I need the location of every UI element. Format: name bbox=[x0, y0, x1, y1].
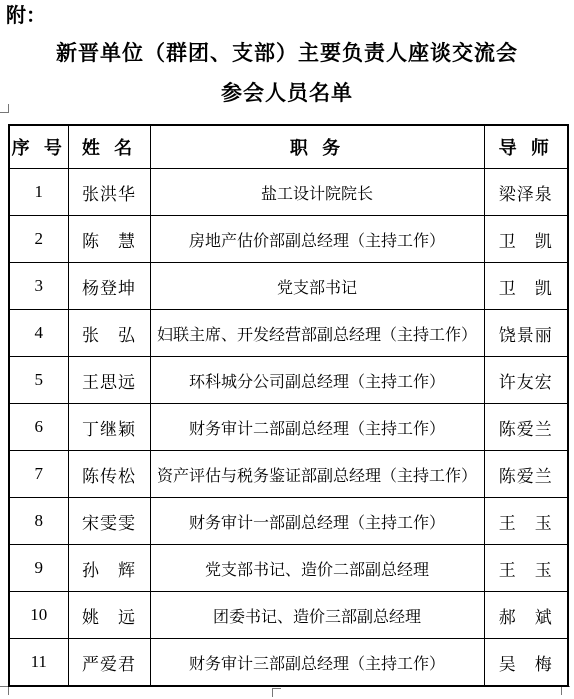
document-title: 新晋单位（群团、支部）主要负责人座谈交流会 bbox=[56, 41, 518, 65]
table-row bbox=[9, 498, 568, 545]
crop-mark bbox=[561, 686, 570, 695]
cell-mentor: 许友宏 bbox=[484, 357, 568, 404]
cell-name: 孙 辉 bbox=[68, 545, 150, 592]
cell-name: 姚 远 bbox=[68, 592, 150, 639]
cell-name: 杨登坤 bbox=[68, 263, 150, 310]
cell-position: 党支部书记、造价二部副总经理 bbox=[150, 545, 484, 592]
cell-position: 党支部书记 bbox=[150, 263, 484, 310]
cell-position: 房地产估价部副总经理（主持工作） bbox=[150, 216, 484, 263]
cell-mentor: 饶景丽 bbox=[484, 310, 568, 357]
cell-position: 妇联主席、开发经营部副总经理（主持工作） bbox=[150, 310, 484, 357]
cell-name: 陈传松 bbox=[68, 451, 150, 498]
cell-number: 2 bbox=[9, 216, 68, 263]
cell-mentor: 王 玉 bbox=[484, 545, 568, 592]
cell-mentor: 卫 凯 bbox=[484, 216, 568, 263]
table-row bbox=[9, 545, 568, 592]
cell-mentor: 王 玉 bbox=[484, 498, 568, 545]
table-row bbox=[9, 404, 568, 451]
table-header-row bbox=[9, 125, 568, 169]
table-row bbox=[9, 263, 568, 310]
cell-position: 财务审计一部副总经理（主持工作） bbox=[150, 498, 484, 545]
cell-position: 财务审计三部副总经理（主持工作） bbox=[150, 639, 484, 687]
cell-mentor: 卫 凯 bbox=[484, 263, 568, 310]
column-header-number: 序 号 bbox=[9, 125, 68, 169]
cell-number: 1 bbox=[9, 169, 68, 216]
table-row bbox=[9, 310, 568, 357]
table-row bbox=[9, 451, 568, 498]
cell-name: 严爱君 bbox=[68, 639, 150, 687]
cell-number: 8 bbox=[9, 498, 68, 545]
cell-number: 5 bbox=[9, 357, 68, 404]
table-row bbox=[9, 169, 568, 216]
cell-number: 9 bbox=[9, 545, 68, 592]
cell-mentor: 陈爱兰 bbox=[484, 451, 568, 498]
column-header-mentor: 导 师 bbox=[484, 125, 568, 169]
cell-position: 资产评估与税务鉴证部副总经理（主持工作） bbox=[150, 451, 484, 498]
appendix-label: 附： bbox=[6, 3, 46, 27]
cell-number: 7 bbox=[9, 451, 68, 498]
table-row bbox=[9, 592, 568, 639]
table-row bbox=[9, 639, 568, 687]
cell-name: 张 弘 bbox=[68, 310, 150, 357]
cell-number: 3 bbox=[9, 263, 68, 310]
cell-name: 陈 慧 bbox=[68, 216, 150, 263]
table-row bbox=[9, 357, 568, 404]
cell-mentor: 梁泽泉 bbox=[484, 169, 568, 216]
attendee-table bbox=[8, 124, 569, 687]
cell-mentor: 吴 梅 bbox=[484, 639, 568, 687]
crop-mark bbox=[0, 686, 9, 695]
cell-position: 盐工设计院院长 bbox=[150, 169, 484, 216]
cell-mentor: 陈爱兰 bbox=[484, 404, 568, 451]
document-subtitle: 参会人员名单 bbox=[221, 81, 353, 105]
cell-name: 张洪华 bbox=[68, 169, 150, 216]
crop-mark bbox=[272, 688, 281, 697]
cell-name: 宋雯雯 bbox=[68, 498, 150, 545]
cell-number: 6 bbox=[9, 404, 68, 451]
table-row bbox=[9, 216, 568, 263]
cell-position: 财务审计二部副总经理（主持工作） bbox=[150, 404, 484, 451]
cell-position: 团委书记、造价三部副总经理 bbox=[150, 592, 484, 639]
cell-number: 11 bbox=[9, 639, 68, 687]
cell-name: 王思远 bbox=[68, 357, 150, 404]
column-header-position: 职 务 bbox=[150, 125, 484, 169]
crop-mark bbox=[0, 104, 9, 113]
cell-number: 10 bbox=[9, 592, 68, 639]
cell-name: 丁继颖 bbox=[68, 404, 150, 451]
cell-position: 环科城分公司副总经理（主持工作） bbox=[150, 357, 484, 404]
cell-number: 4 bbox=[9, 310, 68, 357]
cell-mentor: 郝 斌 bbox=[484, 592, 568, 639]
column-header-name: 姓 名 bbox=[68, 125, 150, 169]
